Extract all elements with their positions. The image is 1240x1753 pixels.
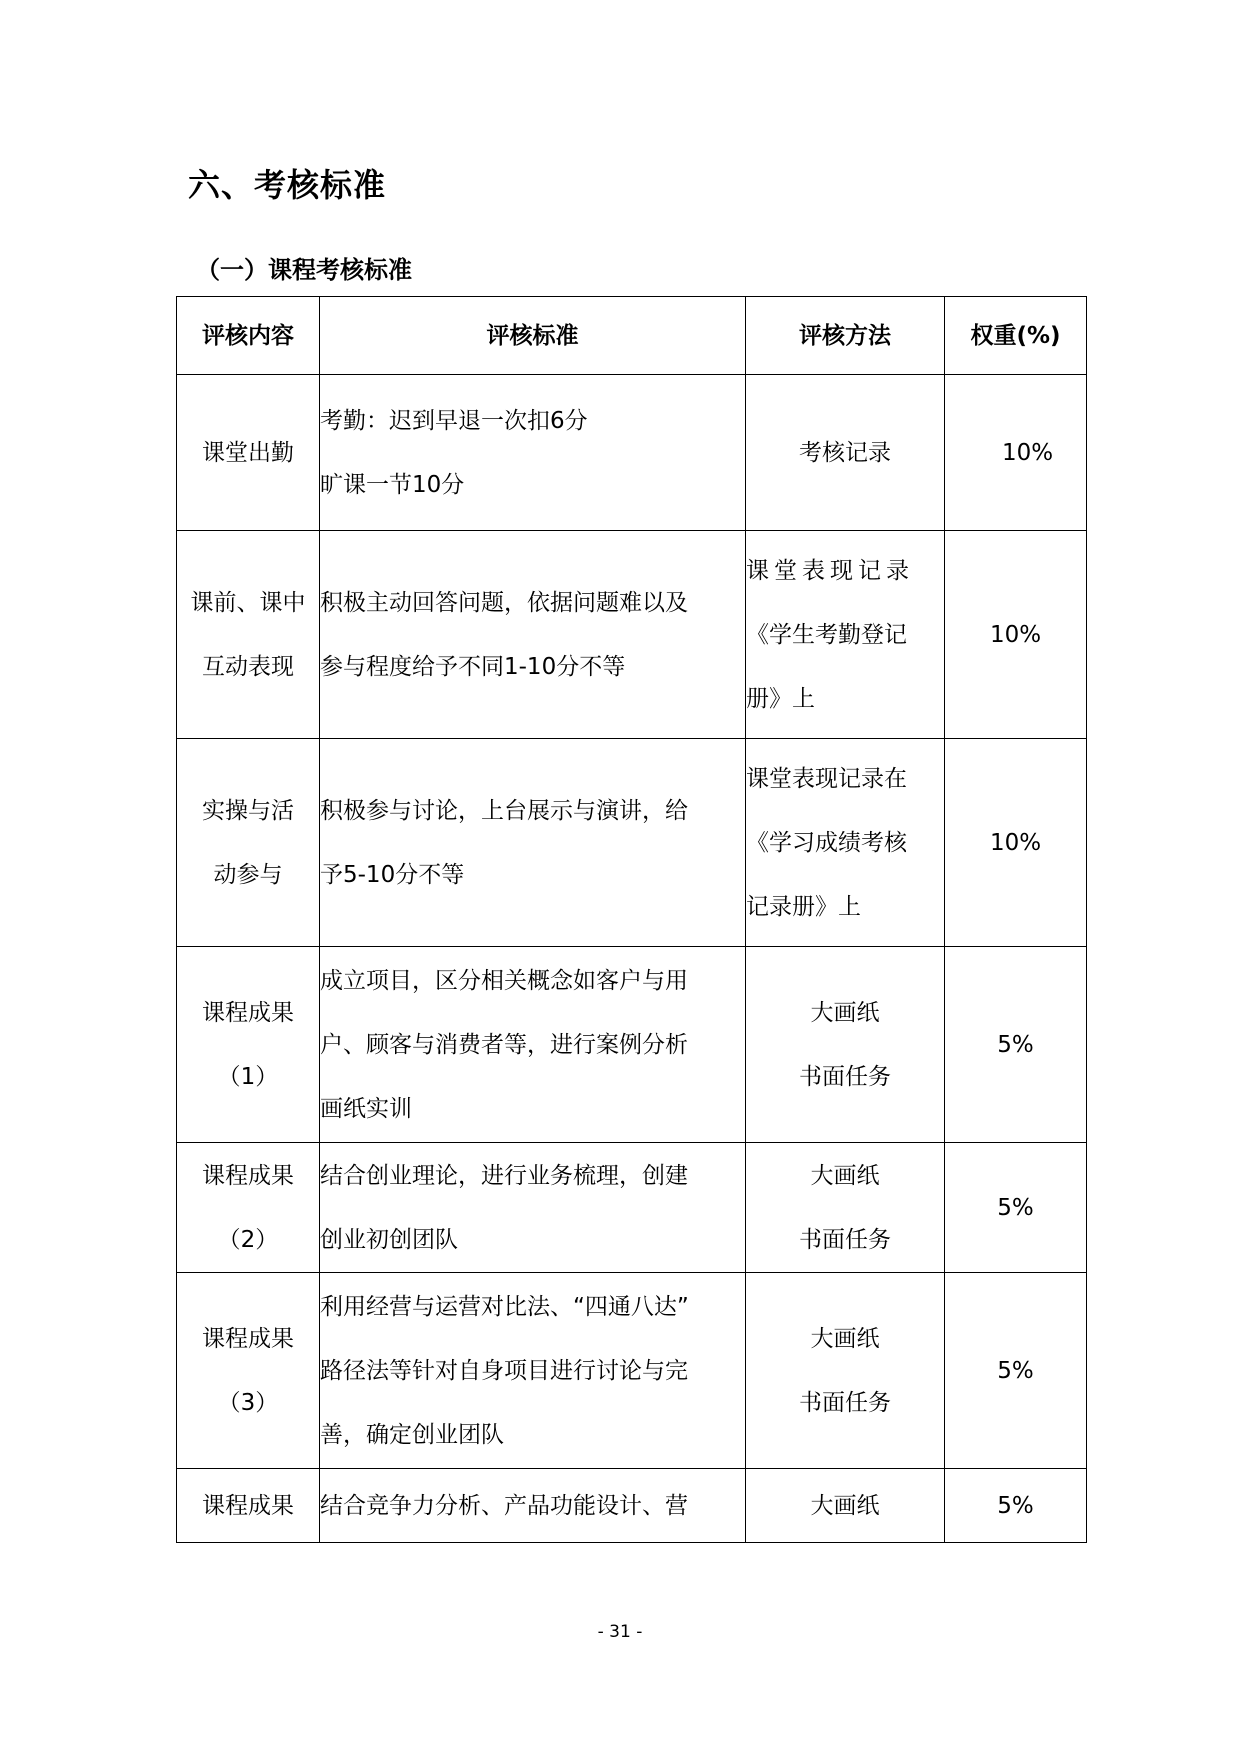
table-row: [177, 375, 1087, 531]
cell-text: 记录册》上: [746, 893, 861, 920]
cell-text: 课堂表现记录: [746, 557, 914, 584]
cell-text: 大画纸: [810, 1325, 880, 1352]
cell-criteria: [320, 1273, 746, 1469]
header-criteria: 评核标准: [320, 297, 746, 375]
cell-content: [177, 1469, 320, 1543]
cell-text: 课前、课中: [190, 589, 306, 616]
cell-text: 创业初创团队: [320, 1226, 458, 1253]
header-content: 评核内容: [177, 297, 320, 375]
table-row: [177, 739, 1087, 947]
cell-text: 课堂出勤: [202, 439, 294, 466]
header-method: 评核方法: [746, 297, 945, 375]
cell-criteria: [320, 1143, 746, 1273]
cell-text: 5%: [997, 1492, 1034, 1519]
cell-text: 互动表现: [202, 653, 294, 680]
cell-weight: [945, 375, 1087, 531]
cell-method: [746, 1143, 945, 1273]
table-row: [177, 947, 1087, 1143]
cell-text: 积极主动回答问题，依据问题难以及: [320, 589, 688, 616]
cell-content: [177, 947, 320, 1143]
cell-text: 考核记录: [799, 439, 891, 466]
cell-text: 书面任务: [799, 1226, 891, 1253]
cell-text: 《学习成绩考核: [746, 829, 907, 856]
cell-weight: [945, 1143, 1087, 1273]
cell-text: 实操与活: [202, 797, 294, 824]
cell-text: 考勤：迟到早退一次扣6分: [320, 407, 588, 434]
cell-text: 积极参与讨论，上台展示与演讲，给: [320, 797, 688, 824]
cell-text: 成立项目，区分相关概念如客户与用: [320, 967, 688, 994]
cell-text: （3）: [217, 1389, 279, 1416]
cell-text: 课程成果: [202, 1325, 294, 1352]
cell-text: 路径法等针对自身项目进行讨论与完: [320, 1357, 688, 1384]
cell-text: 5%: [997, 1194, 1034, 1221]
cell-weight: [945, 1273, 1087, 1469]
cell-text: 动参与: [213, 861, 283, 888]
cell-text: 大画纸: [810, 1492, 880, 1519]
cell-weight: [945, 739, 1087, 947]
cell-text: 善，确定创业团队: [320, 1421, 504, 1448]
table-header-row: [177, 297, 1087, 375]
cell-text: 5%: [997, 1357, 1034, 1384]
cell-method: [746, 947, 945, 1143]
cell-text: 利用经营与运营对比法、“四通八达”: [320, 1293, 689, 1320]
assessment-standards-table: [176, 296, 1087, 1543]
cell-criteria: [320, 739, 746, 947]
cell-criteria: [320, 947, 746, 1143]
cell-text: 10%: [1001, 439, 1054, 466]
cell-text: 课程成果: [202, 1162, 294, 1189]
cell-text: 户、顾客与消费者等，进行案例分析: [320, 1031, 688, 1058]
cell-text: 10%: [989, 621, 1042, 648]
cell-method: [746, 1273, 945, 1469]
page-number: - 31 -: [597, 1622, 643, 1642]
cell-content: [177, 375, 320, 531]
table-row: [177, 1273, 1087, 1469]
cell-text: （2）: [217, 1226, 279, 1253]
cell-text: 予5-10分不等: [320, 861, 465, 888]
cell-method: [746, 375, 945, 531]
table-row: [177, 531, 1087, 739]
cell-method: [746, 1469, 945, 1543]
cell-content: [177, 1143, 320, 1273]
header-weight: 权重(%): [945, 297, 1087, 375]
cell-text: 5%: [997, 1031, 1034, 1058]
cell-text: 大画纸: [810, 999, 880, 1026]
cell-text: 书面任务: [799, 1389, 891, 1416]
section-title: 六、考核标准: [188, 166, 387, 204]
cell-content: [177, 739, 320, 947]
cell-text: 参与程度给予不同1-10分不等: [320, 653, 626, 680]
cell-weight: [945, 947, 1087, 1143]
cell-text: （1）: [217, 1063, 279, 1090]
cell-criteria: [320, 375, 746, 531]
table-row: [177, 1143, 1087, 1273]
cell-text: 书面任务: [799, 1063, 891, 1090]
cell-method: [746, 739, 945, 947]
cell-text: 大画纸: [810, 1162, 880, 1189]
cell-text: 结合竞争力分析、产品功能设计、营: [320, 1492, 688, 1519]
cell-weight: [945, 1469, 1087, 1543]
cell-text: 课程成果: [202, 1492, 294, 1519]
cell-text: 课堂表现记录在: [746, 765, 907, 792]
cell-weight: [945, 531, 1087, 739]
cell-method: [746, 531, 945, 739]
cell-text: 结合创业理论，进行业务梳理，创建: [320, 1162, 688, 1189]
cell-content: [177, 1273, 320, 1469]
table-row: [177, 1469, 1087, 1543]
cell-text: 画纸实训: [320, 1095, 412, 1122]
cell-criteria: [320, 1469, 746, 1543]
subsection-title: （一）课程考核标准: [196, 256, 412, 284]
cell-content: [177, 531, 320, 739]
cell-text: 册》上: [746, 685, 815, 712]
cell-text: 课程成果: [202, 999, 294, 1026]
cell-text: 旷课一节10分: [320, 471, 465, 498]
cell-text: 《学生考勤登记: [746, 621, 907, 648]
cell-text: 10%: [989, 829, 1042, 856]
cell-criteria: [320, 531, 746, 739]
